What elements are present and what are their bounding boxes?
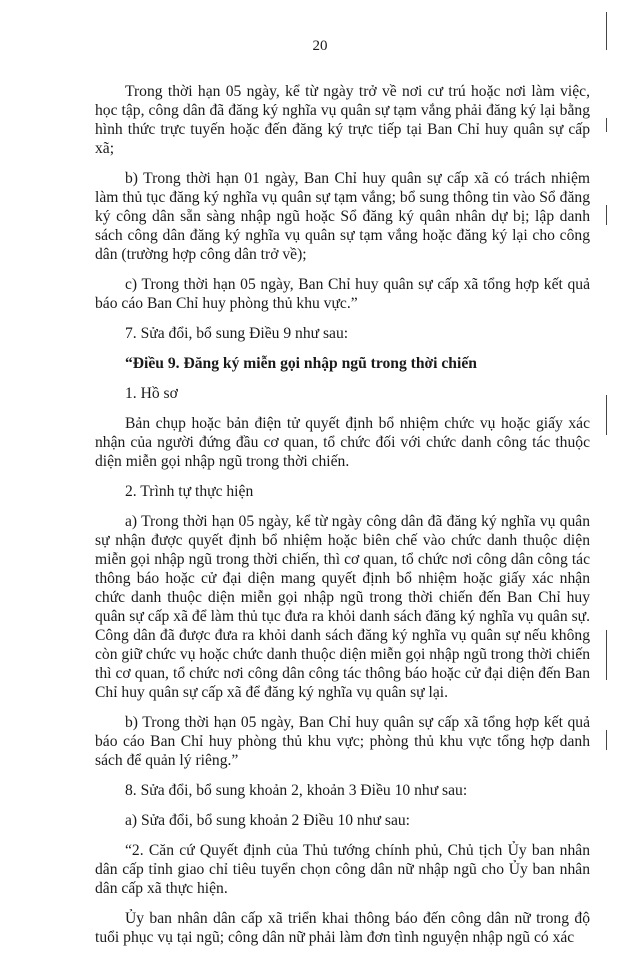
article-heading: “Điều 9. Đăng ký miễn gọi nhập ngũ trong thời chiến [125, 355, 477, 372]
paragraph: c) Trong thời hạn 05 ngày, Ban Chỉ huy quân sự cấp xã tổng hợp kết quả báo cáo Ban Chỉ huy phòng thủ khu vực.” [95, 276, 590, 312]
paragraph: “2. Căn cứ Quyết định của Thủ tướng chính phủ, Chủ tịch Ủy ban nhân dân cấp tỉnh giao chỉ tiêu tuyển chọn công dân nữ nhập ngũ cho Ủy ban nhân dân cấp xã thực hiện. [95, 842, 590, 897]
document-body [95, 82, 590, 958]
paragraph: a) Trong thời hạn 05 ngày, kể từ ngày công dân đã đăng ký nghĩa vụ quân sự nhận được quyết định bổ nhiệm hoặc biên chế vào chức danh thuộc diện miễn gọi nhập ngũ trong thời chiến, thì cơ quan, tổ chức nơi công dân công tác thông báo hoặc cử đại diện mang quyết định bổ nhiệm hoặc giấy xác nhận chức danh thuộc diện miễn gọi nhập ngũ trong thời chiến đến Ban Chỉ huy quân sự cấp xã để làm thủ tục đưa ra khỏi danh sách đăng ký nghĩa vụ quân sự. Công dân đã được đưa ra khỏi danh sách đăng ký nghĩa vụ quân sự nếu không còn giữ chức vụ hoặc chức danh thuộc diện miễn gọi nhập ngũ trong thời chiến thì cơ quan, tổ chức nơi công dân công tác thông báo hoặc cử đại diện đến Ban Chỉ huy quân sự cấp xã để đăng ký nghĩa vụ quân sự lại. [95, 513, 590, 701]
paragraph: a) Sửa đổi, bổ sung khoản 2 Điều 10 như sau: [125, 812, 410, 829]
paragraph: b) Trong thời hạn 05 ngày, Ban Chỉ huy quân sự cấp xã tổng hợp kết quả báo cáo Ban Chỉ huy phòng thủ khu vực; phòng thủ khu vực tổng hợp danh sách để quản lý riêng.” [95, 714, 590, 769]
paragraph: Bản chụp hoặc bản điện tử quyết định bổ nhiệm chức vụ hoặc giấy xác nhận của người đứng đầu cơ quan, tổ chức đối với chức danh công tác thuộc diện miễn gọi nhập ngũ trong thời chiến. [95, 415, 590, 470]
paragraph: b) Trong thời hạn 01 ngày, Ban Chỉ huy quân sự cấp xã có trách nhiệm làm thủ tục đăng ký nghĩa vụ quân sự tạm vắng; bổ sung thông tin vào Sổ đăng ký công dân sẵn sàng nhập ngũ hoặc Sổ đăng ký quân nhân dự bị; lập danh sách công dân đăng ký nghĩa vụ quân sự tạm vắng hoặc đăng ký lại cho công dân (trường hợp công dân trở về); [95, 170, 590, 263]
page-number: 20 [312, 38, 328, 54]
scan-edge-mark [606, 12, 607, 50]
scan-edge-mark [606, 395, 607, 435]
paragraph: 7. Sửa đổi, bổ sung Điều 9 như sau: [125, 325, 349, 342]
paragraph: Ủy ban nhân dân cấp xã triển khai thông báo đến công dân nữ trong độ tuổi phục vụ tại ngũ; công dân nữ phải làm đơn tình nguyện nhập ngũ có xác [95, 910, 590, 946]
paragraph: 8. Sửa đổi, bổ sung khoản 2, khoản 3 Điều 10 như sau: [125, 782, 468, 799]
scan-edge-mark [606, 730, 607, 750]
scan-edge-mark [606, 630, 607, 680]
paragraph: 2. Trình tự thực hiện [125, 483, 254, 500]
paragraph: Trong thời hạn 05 ngày, kể từ ngày trở về nơi cư trú hoặc nơi làm việc, học tập, công dân đã đăng ký nghĩa vụ quân sự tạm vắng phải đăng ký lại bằng hình thức trực tuyến hoặc đến đăng ký trực tiếp tại Ban Chỉ huy quân sự cấp xã; [95, 83, 590, 157]
scan-edge-mark [606, 205, 607, 225]
paragraph: 1. Hồ sơ [125, 385, 178, 402]
scan-edge-mark [606, 118, 607, 132]
